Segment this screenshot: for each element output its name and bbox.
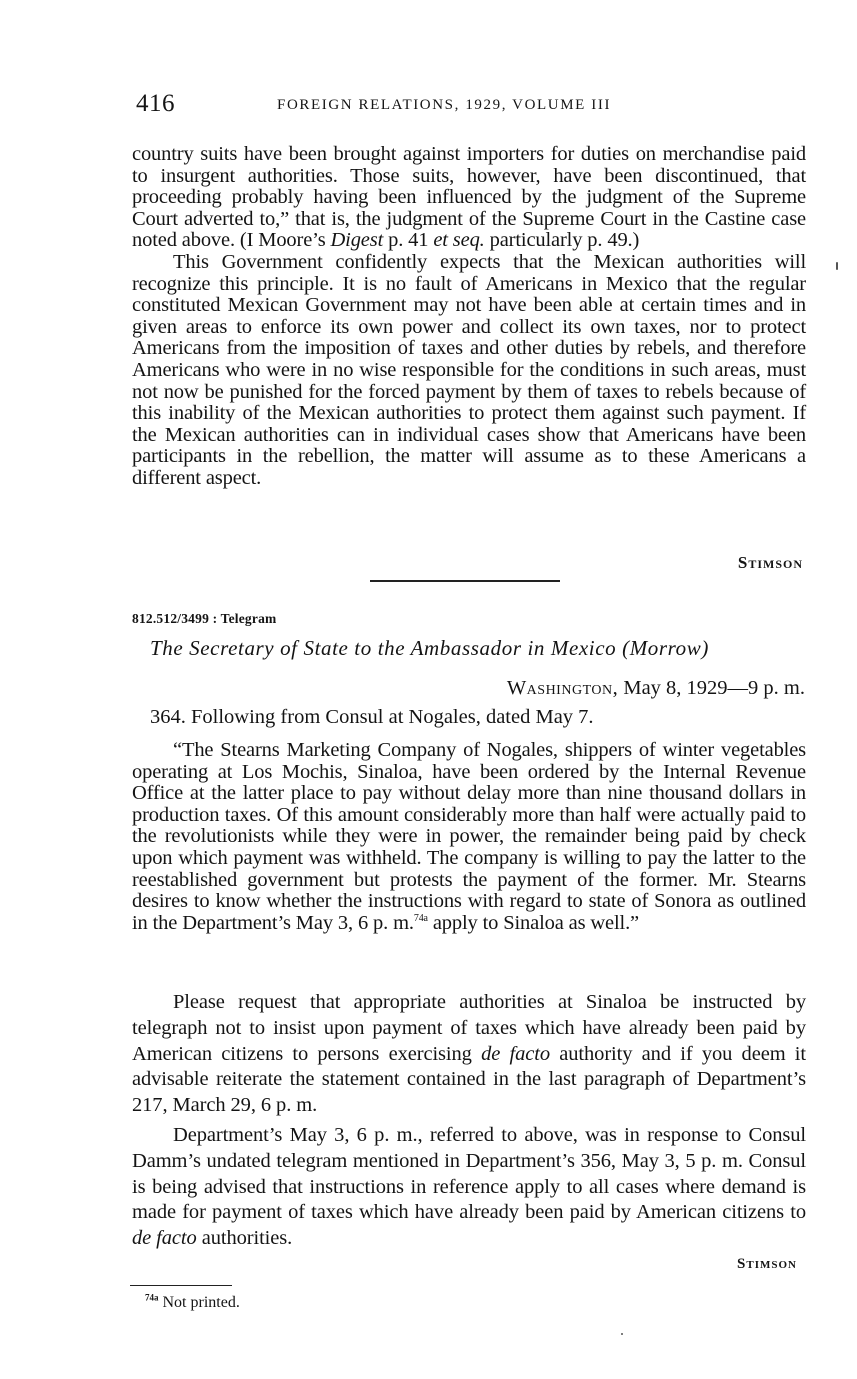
italic-run: Digest <box>330 229 384 252</box>
text-run: particularly p. 49.) <box>484 229 640 252</box>
italic-run: de facto <box>132 1227 197 1250</box>
paragraph-request <box>132 990 806 1119</box>
instructions <box>132 990 806 1252</box>
italic-run: et seq. <box>433 229 485 252</box>
quoted-message <box>132 740 806 934</box>
file-code: 812.512/3499 : Telegram <box>132 611 277 626</box>
section-divider <box>370 580 560 582</box>
text-run: country suits have been brought against importers for duties on merchandise paid to insurgent authorities. Those suits, however, have been discontinued, that proceeding probably having been influenced by the judgment of the Supreme Court adverted to,” that is, the judgment of the Supreme Court in the Castine case noted above. (I Moore’s <box>132 143 806 252</box>
paragraph-continuation <box>132 144 806 252</box>
signature-stimson-2: Stimson <box>737 1256 797 1272</box>
footnote-marker: 74a <box>145 1292 159 1303</box>
running-head-title: FOREIGN RELATIONS, 1929, VOLUME III <box>277 97 612 113</box>
text-run: authorities. <box>196 1227 293 1250</box>
paragraph-department <box>132 1123 806 1252</box>
text-run: p. 41 <box>383 229 434 252</box>
footnote-text: Not printed. <box>158 1294 240 1311</box>
footnote-reference: 74a <box>413 912 428 924</box>
continued-document <box>132 144 806 490</box>
scan-mark <box>836 262 838 270</box>
footnote-rule <box>130 1285 232 1286</box>
text-run: Department’s May 3, 6 p. m., referred to above, was in response to Consul Damm’s undated telegram mentioned in Department’s 356, May 3, 5 p. m. Consul is being advised that instructions in reference apply to all cases where demand is made for payment of taxes which have already been paid by American citizens to <box>132 1123 806 1224</box>
title-recipient: Morrow <box>629 636 702 660</box>
footnote <box>145 1294 240 1312</box>
title-text: The Secretary of State to the Ambassador in Mexico <box>150 636 617 660</box>
dateline-time: May 8, 1929—9 p. m. <box>618 677 805 699</box>
running-head <box>132 90 806 124</box>
text-run: authority and if you deem it advisable reiterate the statement contained in the last paragraph of Department’s 217, March 29, 6 p. m. <box>132 1042 806 1117</box>
signature-stimson: Stimson <box>737 553 803 572</box>
telegram-number-line: 364. Following from Consul at Nogales, dated May 7. <box>150 706 594 728</box>
scan-dot <box>621 1333 623 1335</box>
italic-run: de facto <box>481 1042 551 1065</box>
paragraph-principle: This Government confidently expects that the Mexican authorities will recognize this principle. It is no fault of Americans in Mexico that the regular constituted Mexican Government may not have been able at certain times and in given areas to enforce its own power and collect its own taxes, nor to protect Americans from the imposition of taxes and other duties by rebels, and therefore Americans who were in no wise responsible for the conditions in such areas, must not now be punished for the forced payment by them of taxes to rebels because of this inability of the Mexican authorities to protect them against such payment. If the Mexican authorities can in individual cases show that Americans have been participants in the rebellion, the matter will assume as to these Americans a different aspect. <box>132 250 806 489</box>
page-number: 416 <box>136 90 175 117</box>
text-run: apply to Sinaloa as well.” <box>427 911 640 934</box>
text-run: “The Stearns Marketing Company of Nogales, shippers of winter vegetables operating at Los Mochis, Sinaloa, have been ordered by the Internal Revenue Office at the latter place to pay without delay more than nine thousand dollars in production taxes. Of this amount considerably more than half were actually paid to the revolutionists while they were in power, the remainder being paid by check upon which payment was withheld. The company is willing to pay the latter to the reestablished government but protests the payment of the former. Mr. Stearns desires to know whether the instructions with regard to state of Sonora as outlined in the Department’s May 3, 6 p. m. <box>132 739 806 934</box>
dateline-place: Washington, <box>506 677 619 699</box>
dateline <box>507 677 805 700</box>
text-run: Please request that appropriate authorities at Sinaloa be instructed by telegraph not to insist upon payment of taxes which have already been paid by American citizens to persons exercising <box>132 991 806 1065</box>
document-title: The Secretary of State to the Ambassador in Mexico (Morrow) <box>150 636 709 660</box>
